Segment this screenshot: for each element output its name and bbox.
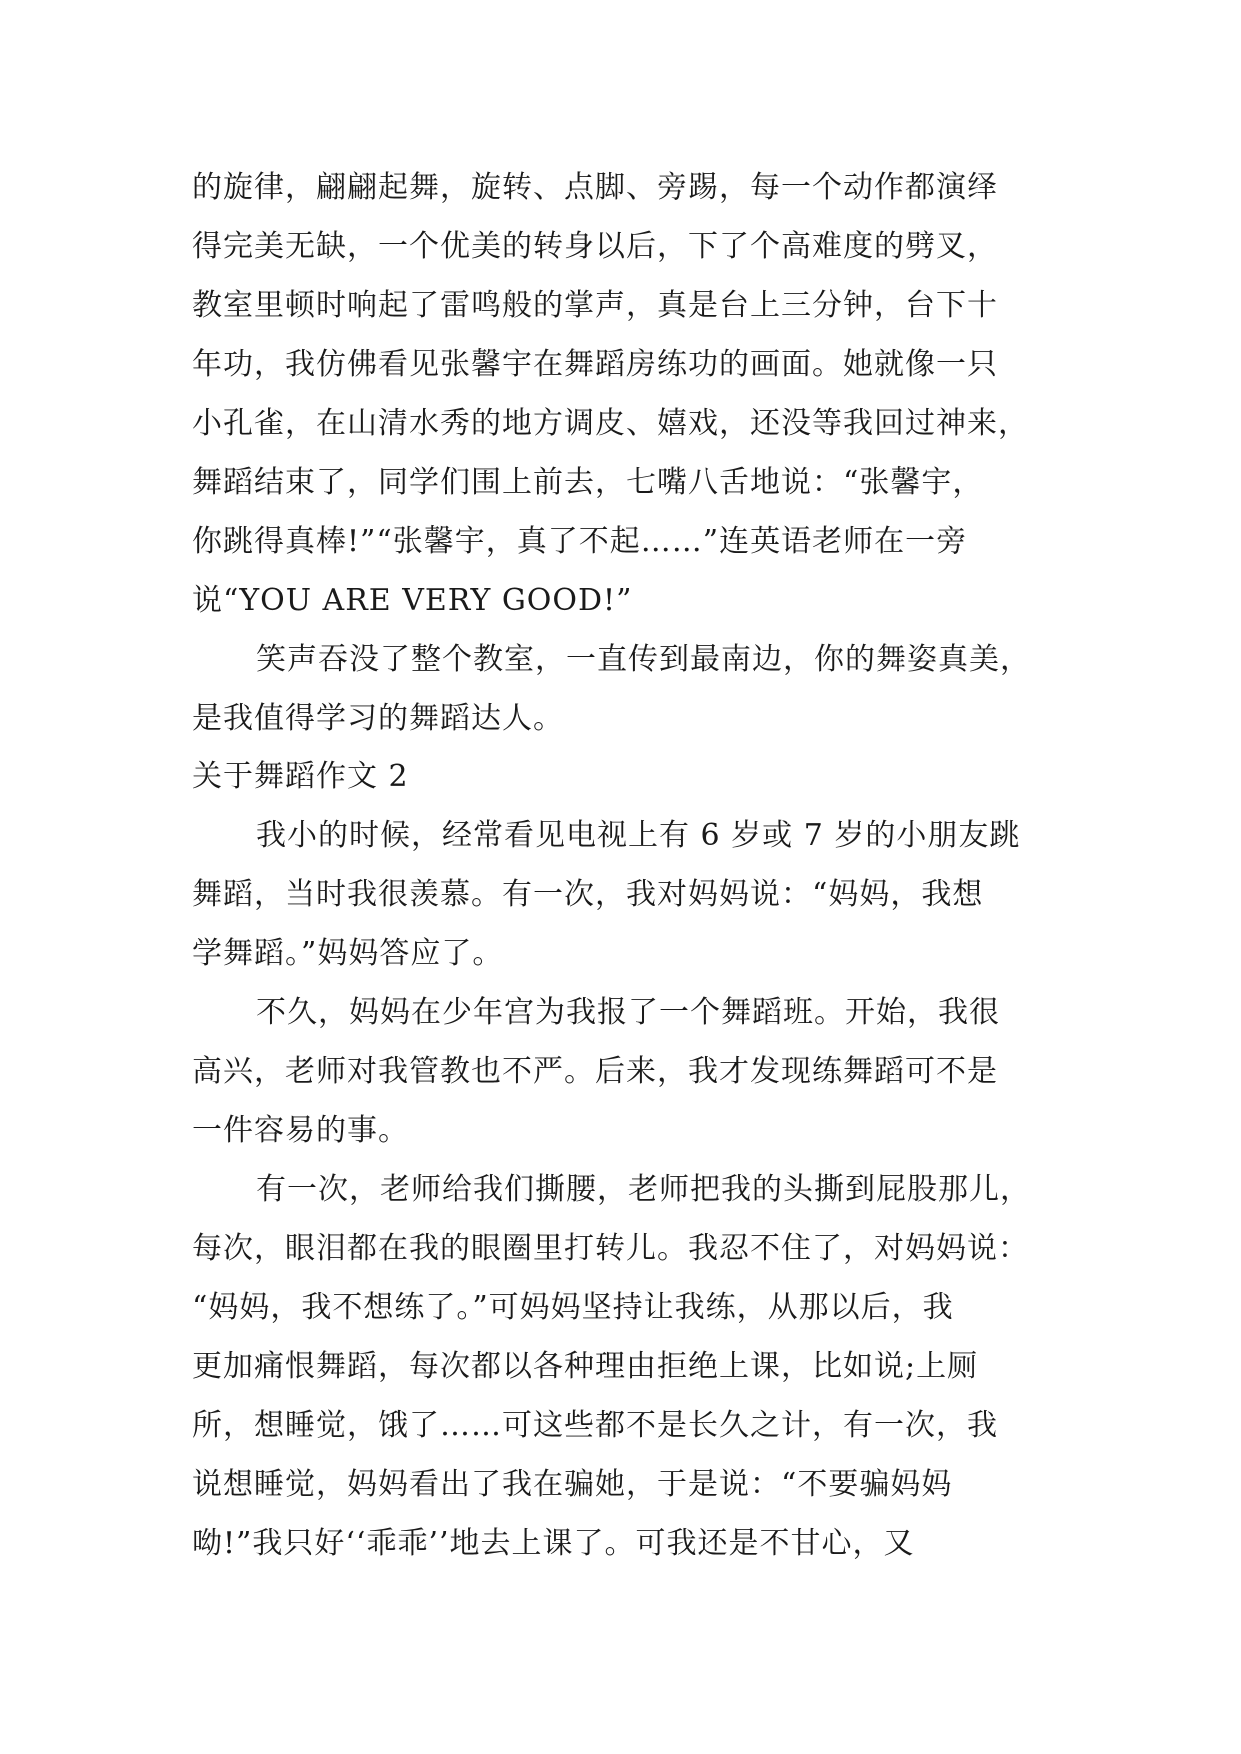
text-line: 你跳得真棒!”“张馨宇，真了不起……”连英语老师在一旁 xyxy=(192,524,968,559)
text-line: 教室里顿时响起了雷鸣般的掌声，真是台上三分钟，台下十 xyxy=(192,288,998,323)
text-line: 年功，我仿佛看见张馨宇在舞蹈房练功的画面。她就像一只 xyxy=(192,347,998,382)
text-line: 的旋律，翩翩起舞，旋转、点脚、旁踢，每一个动作都演绎 xyxy=(192,170,998,205)
paragraph-start-line: 有一次，老师给我们撕腰，老师把我的头撕到屁股那儿， xyxy=(256,1172,1031,1207)
text-line: 高兴，老师对我管教也不严。后来，我才发现练舞蹈可不是 xyxy=(192,1054,998,1089)
text-line: 舞蹈，当时我很羡慕。有一次，我对妈妈说：“妈妈，我想 xyxy=(192,877,984,912)
text-line: 所，想睡觉，饿了……可这些都不是长久之计，有一次，我 xyxy=(192,1408,998,1443)
text-line: 说想睡觉，妈妈看出了我在骗她，于是说：“不要骗妈妈 xyxy=(192,1467,953,1502)
text-line: 得完美无缺，一个优美的转身以后，下了个高难度的劈叉， xyxy=(192,229,998,264)
text-line: 学舞蹈。”妈妈答应了。 xyxy=(192,936,504,971)
paragraph-start-line: 我小的时候，经常看见电视上有 6 岁或 7 岁的小朋友跳 xyxy=(256,818,1021,853)
text-line: 每次，眼泪都在我的眼圈里打转儿。我忍不住了，对妈妈说： xyxy=(192,1231,1029,1266)
text-line: 是我值得学习的舞蹈达人。 xyxy=(192,701,564,736)
paragraph-start-line: 笑声吞没了整个教室，一直传到最南边，你的舞姿真美， xyxy=(256,642,1031,677)
section-heading: 关于舞蹈作文 2 xyxy=(192,759,409,794)
text-line: 一件容易的事。 xyxy=(192,1113,409,1148)
text-line: 小孔雀，在山清水秀的地方调皮、嬉戏，还没等我回过神来， xyxy=(192,406,1029,441)
text-line: 舞蹈结束了，同学们围上前去，七嘴八舌地说：“张馨宇， xyxy=(192,465,984,500)
paragraph-start-line: 不久，妈妈在少年宫为我报了一个舞蹈班。开始，我很 xyxy=(256,995,1000,1030)
text-line: 说“YOU ARE VERY GOOD!” xyxy=(192,583,633,618)
text-line: 呦!”我只好‘‘乖乖’’地去上课了。可我还是不甘心，又 xyxy=(192,1526,915,1561)
text-line: “妈妈，我不想练了。”可妈妈坚持让我练，从那以后，我 xyxy=(192,1290,954,1325)
text-line: 更加痛恨舞蹈，每次都以各种理由拒绝上课，比如说;上厕 xyxy=(192,1349,979,1384)
